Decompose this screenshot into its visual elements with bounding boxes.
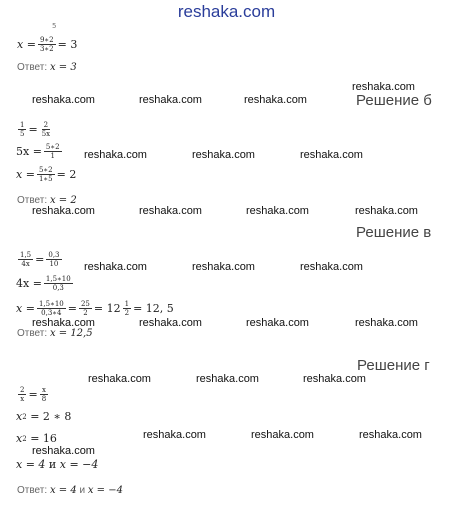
watermark: reshaka.com xyxy=(139,94,202,106)
watermark: reshaka.com xyxy=(355,317,418,329)
watermark: reshaka.com xyxy=(32,445,95,457)
part-d-step-3: x 2 = 16 xyxy=(16,432,57,445)
watermark: reshaka.com xyxy=(139,205,202,217)
watermark: reshaka.com xyxy=(192,149,255,161)
part-c-answer: Ответ: x = 12,5 xyxy=(17,328,93,339)
part-c-step-3: x = $\frac{1,5∗10}{0,3∗4}$ = $\frac{25}{2}$ = 12 $\frac{1}{2}$ = 12, 5 xyxy=(16,300,174,317)
watermark: reshaka.com xyxy=(246,317,309,329)
watermark: reshaka.com xyxy=(244,94,307,106)
watermark: reshaka.com xyxy=(32,94,95,106)
watermark: reshaka.com xyxy=(359,429,422,441)
watermark: reshaka.com xyxy=(32,317,95,329)
watermark: reshaka.com xyxy=(352,81,415,93)
cut-off-digit: 5 xyxy=(52,22,57,30)
watermark: reshaka.com xyxy=(139,317,202,329)
part-c-step-2: 4x = $\frac{1,5∗10}{0,3}$ xyxy=(16,275,71,292)
watermark: reshaka.com xyxy=(303,373,366,385)
part-d-answer: Ответ: x = 4 и x = −4 xyxy=(17,485,123,496)
watermark: reshaka.com xyxy=(355,205,418,217)
watermark: reshaka.com xyxy=(84,261,147,273)
part-b-proportion: $\frac{1}{5}$ = $\frac{2}{5x}$ xyxy=(20,121,51,138)
part-d-roots: x = 4 и x = −4 xyxy=(16,458,99,471)
part-d-step-2: x 2 = 2 ∗ 8 xyxy=(16,410,72,423)
part-d-heading: Решение г xyxy=(357,357,430,374)
part-b-step-3: x = $\frac{5∗2}{1∗5}$ = 2 xyxy=(16,166,77,183)
watermark: reshaka.com xyxy=(32,205,95,217)
watermark: reshaka.com xyxy=(246,205,309,217)
part-b-answer: Ответ: x = 2 xyxy=(17,195,77,206)
part-c-heading: Решение в xyxy=(356,224,432,241)
part-b-step-2: 5x = $\frac{5∗2}{1}$ xyxy=(16,143,60,160)
watermark: reshaka.com xyxy=(84,149,147,161)
part-b-heading: Решение б xyxy=(356,92,432,109)
watermark: reshaka.com xyxy=(143,429,206,441)
part-a-answer: Ответ: x = 3 xyxy=(17,62,77,73)
site-title-link[interactable]: reshaka.com xyxy=(177,2,276,21)
watermark: reshaka.com xyxy=(251,429,314,441)
part-a-equation: x = $\frac{9∗2}{3∗2}$ = 3 xyxy=(17,36,78,53)
part-c-proportion: $\frac{1,5}{4x}$ = $\frac{0,3}{10}$ xyxy=(20,251,60,268)
watermark: reshaka.com xyxy=(300,149,363,161)
watermark: reshaka.com xyxy=(192,261,255,273)
watermark: reshaka.com xyxy=(300,261,363,273)
watermark: reshaka.com xyxy=(88,373,151,385)
part-d-proportion: $\frac{2}{x}$ = $\frac{x}{8}$ xyxy=(20,386,47,403)
watermark: reshaka.com xyxy=(196,373,259,385)
